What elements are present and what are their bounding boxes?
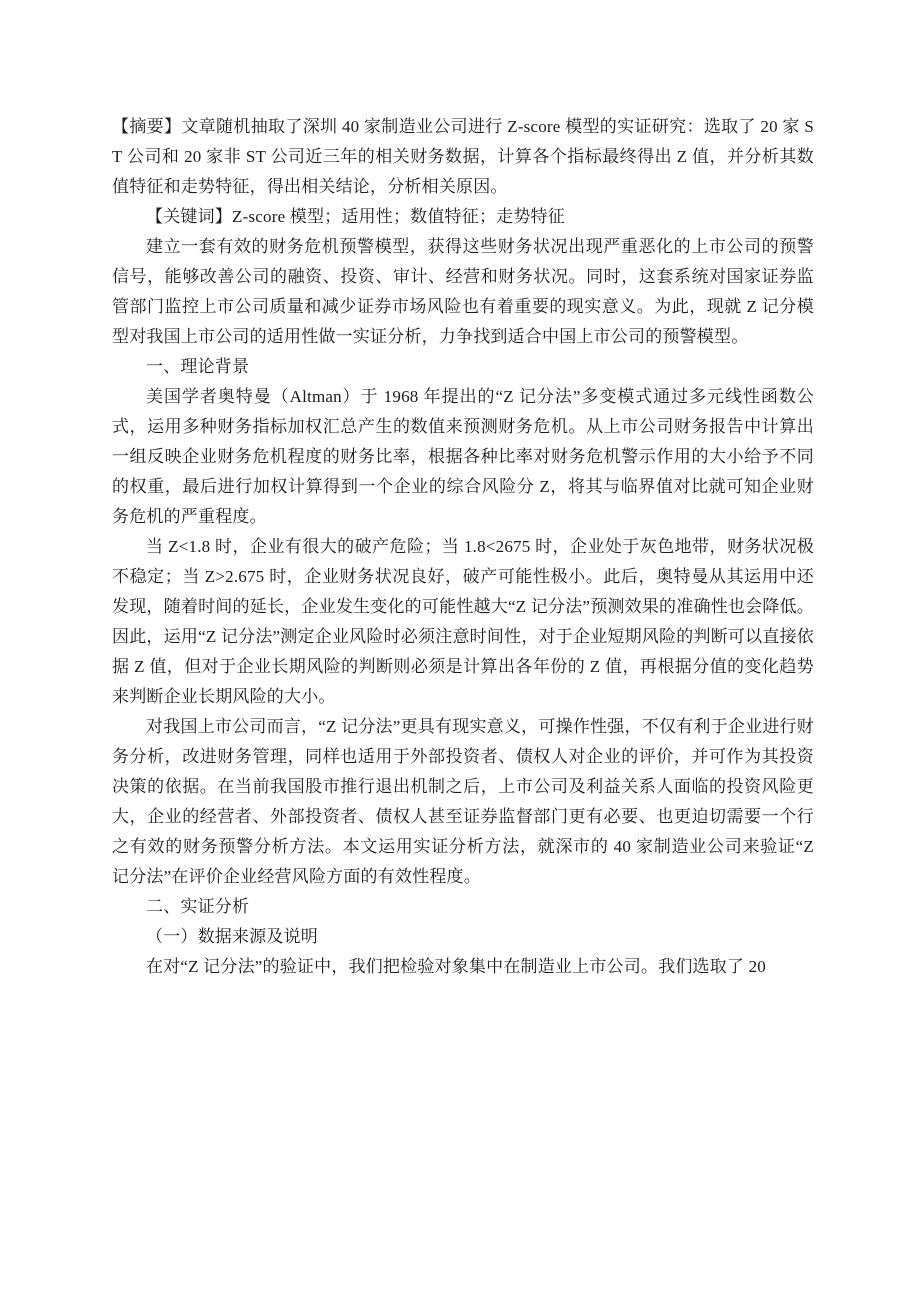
intro-paragraph: 建立一套有效的财务危机预警模型，获得这些财务状况出现严重恶化的上市公司的预警信号，能够改善公司的融资、投资、审计、经营和财务状况。同时，这套系统对国家证券监管部门监控上市公司质量和减少证券市场风险也有着重要的现实意义。为此，现就 Z 记分模型对我国上市公司的适用性做一实证分析，力争找到适合中国上市公司的预警模型。 — [112, 237, 814, 346]
section-heading-theory-background: 一、理论背景 — [146, 357, 250, 376]
data-source-paragraph: 在对“Z 记分法”的验证中，我们把检验对象集中在制造业上市公司。我们选取了 20 — [146, 957, 766, 976]
zscore-thresholds-paragraph: 当 Z<1.8 时，企业有很大的破产危险；当 1.8<2675 时，企业处于灰色地带，财务状况极不稳定；当 Z>2.675 时，企业财务状况良好，破产可能性极小。此后，奥特曼从其运用中还发现，随着时间的延长，企业发生变化的可能性越大“Z 记分法”预测效果的准确性也会降低。因此，运用“Z 记分法”测定企业风险时必须注意时间性，对于企业短期风险的判断可以直接依据 Z 值，但对于企业长期风险的判断则必须是计算出各年份的 Z 值，再根据分值的变化趋势来判断企业长期风险的大小。 — [112, 537, 814, 706]
abstract-paragraph: 【摘要】文章随机抽取了深圳 40 家制造业公司进行 Z-score 模型的实证研究：选取了 20 家 ST 公司和 20 家非 ST 公司近三年的相关财务数据，计算各个指标最终得出 Z 值，并分析其数值特征和走势特征，得出相关结论，分析相关原因。 — [112, 117, 814, 196]
keywords-line: 【关键词】Z-score 模型；适用性；数值特征；走势特征 — [146, 207, 565, 226]
altman-model-paragraph: 美国学者奥特曼（Altman）于 1968 年提出的“Z 记分法”多变模式通过多元线性函数公式，运用多种财务指标加权汇总产生的数值来预测财务危机。从上市公司财务报告中计算出一组反映企业财务危机程度的财务比率，根据各种比率对财务危机警示作用的大小给予不同的权重，最后进行加权计算得到一个企业的综合风险分 Z，将其与临界值对比就可知企业财务危机的严重程度。 — [112, 387, 814, 526]
subsection-heading-data-source: （一）数据来源及说明 — [146, 927, 318, 946]
practical-significance-paragraph: 对我国上市公司而言，“Z 记分法”更具有现实意义，可操作性强，不仅有利于企业进行财务分析，改进财务管理，同样也适用于外部投资者、债权人对企业的评价，并可作为其投资决策的依据。在当前我国股市推行退出机制之后，上市公司及利益关系人面临的投资风险更大，企业的经营者、外部投资者、债权人甚至证券监督部门更有必要、也更迫切需要一个行之有效的财务预警分析方法。本文运用实证分析方法，就深市的 40 家制造业公司来验证“Z 记分法”在评价企业经营风险方面的有效性程度。 — [112, 717, 814, 886]
section-heading-empirical-analysis: 二、实证分析 — [146, 897, 250, 916]
